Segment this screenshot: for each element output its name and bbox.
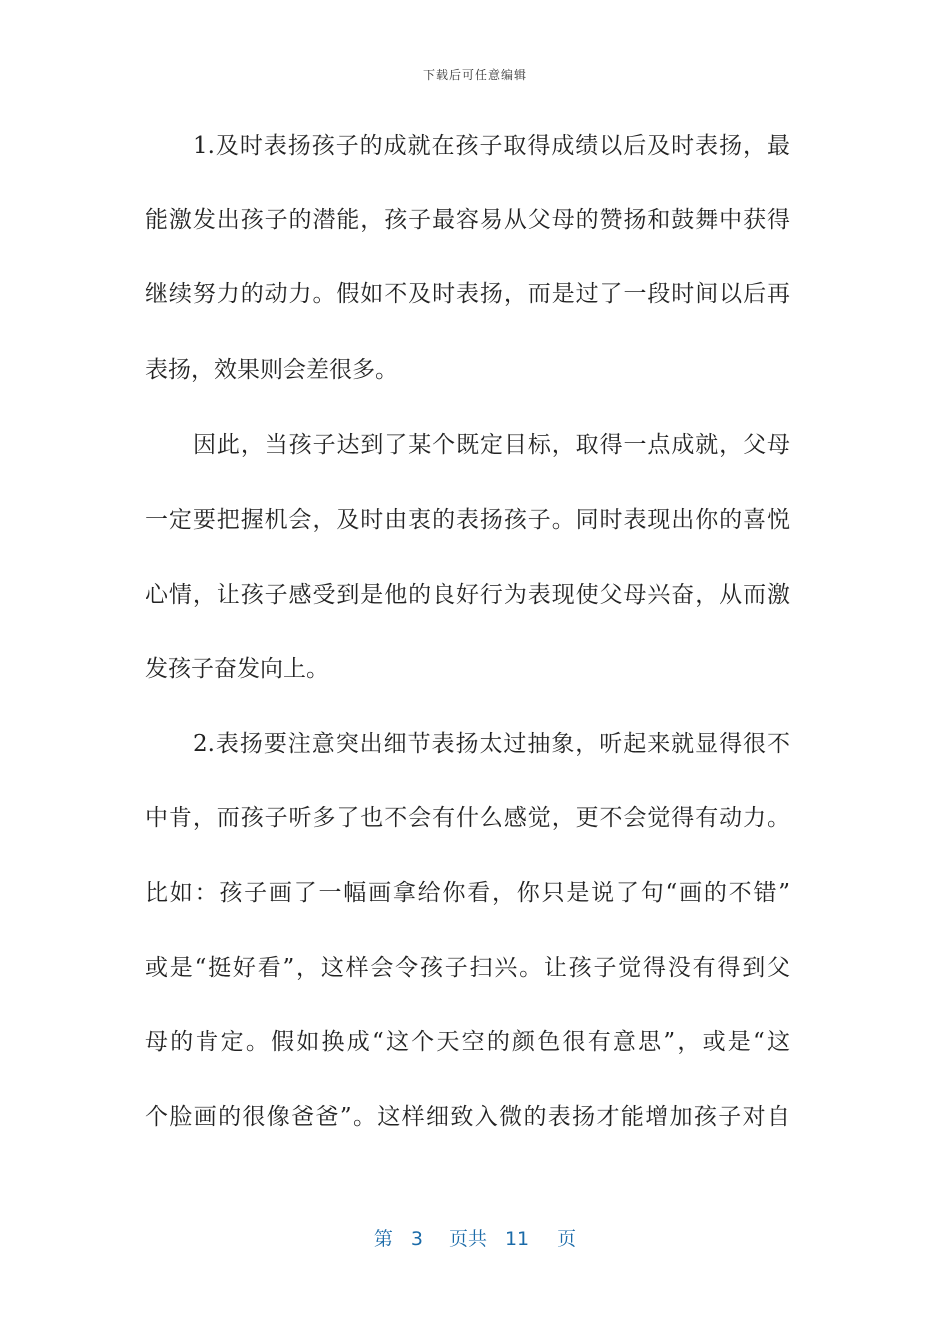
footer-prefix: 第 — [373, 1228, 393, 1250]
paragraph-3-line-4: 或是“挺好看”，这样会令孩子扫兴。让孩子觉得没有得到父 — [145, 955, 790, 981]
paragraph-3-line-1: 2.表扬要注意突出细节表扬太过抽象，听起来就显得很不 — [193, 731, 790, 757]
header-note: 下载后可任意编辑 — [422, 68, 527, 82]
paragraph-1-line-2: 能激发出孩子的潜能，孩子最容易从父母的赞扬和鼓舞中获得 — [145, 207, 790, 233]
paragraph-2-line-3: 心情，让孩子感受到是他的良好行为表现使父母兴奋，从而激 — [145, 582, 790, 608]
footer-middle: 页共 — [448, 1228, 487, 1250]
page-number-footer — [0, 1224, 950, 1251]
paragraph-3-line-5: 母的肯定。假如换成“这个天空的颜色很有意思”，或是“这 — [145, 1029, 790, 1055]
paragraph-2-line-1: 因此，当孩子达到了某个既定目标，取得一点成就，父母 — [193, 432, 790, 458]
paragraph-1-line-1: 1.及时表扬孩子的成就在孩子取得成绩以后及时表扬，最 — [193, 133, 790, 159]
footer-current-page: 3 — [410, 1228, 423, 1250]
paragraph-3-line-6: 个脸画的很像爸爸”。这样细致入微的表扬才能增加孩子对自 — [145, 1104, 790, 1130]
paragraph-3-line-3: 比如：孩子画了一幅画拿给你看，你只是说了句“画的不错” — [145, 880, 790, 906]
footer-total-pages: 11 — [504, 1228, 530, 1250]
paragraph-3-line-2: 中肯，而孩子听多了也不会有什么感觉，更不会觉得有动力。 — [145, 805, 790, 831]
paragraph-1-line-4: 表扬，效果则会差很多。 — [145, 357, 398, 383]
paragraph-2-line-2: 一定要把握机会，及时由衷的表扬孩子。同时表现出你的喜悦 — [145, 507, 790, 533]
footer-suffix: 页 — [557, 1228, 577, 1250]
paragraph-1-line-3: 继续努力的动力。假如不及时表扬，而是过了一段时间以后再 — [145, 281, 790, 307]
paragraph-2-line-4: 发孩子奋发向上。 — [145, 656, 329, 682]
